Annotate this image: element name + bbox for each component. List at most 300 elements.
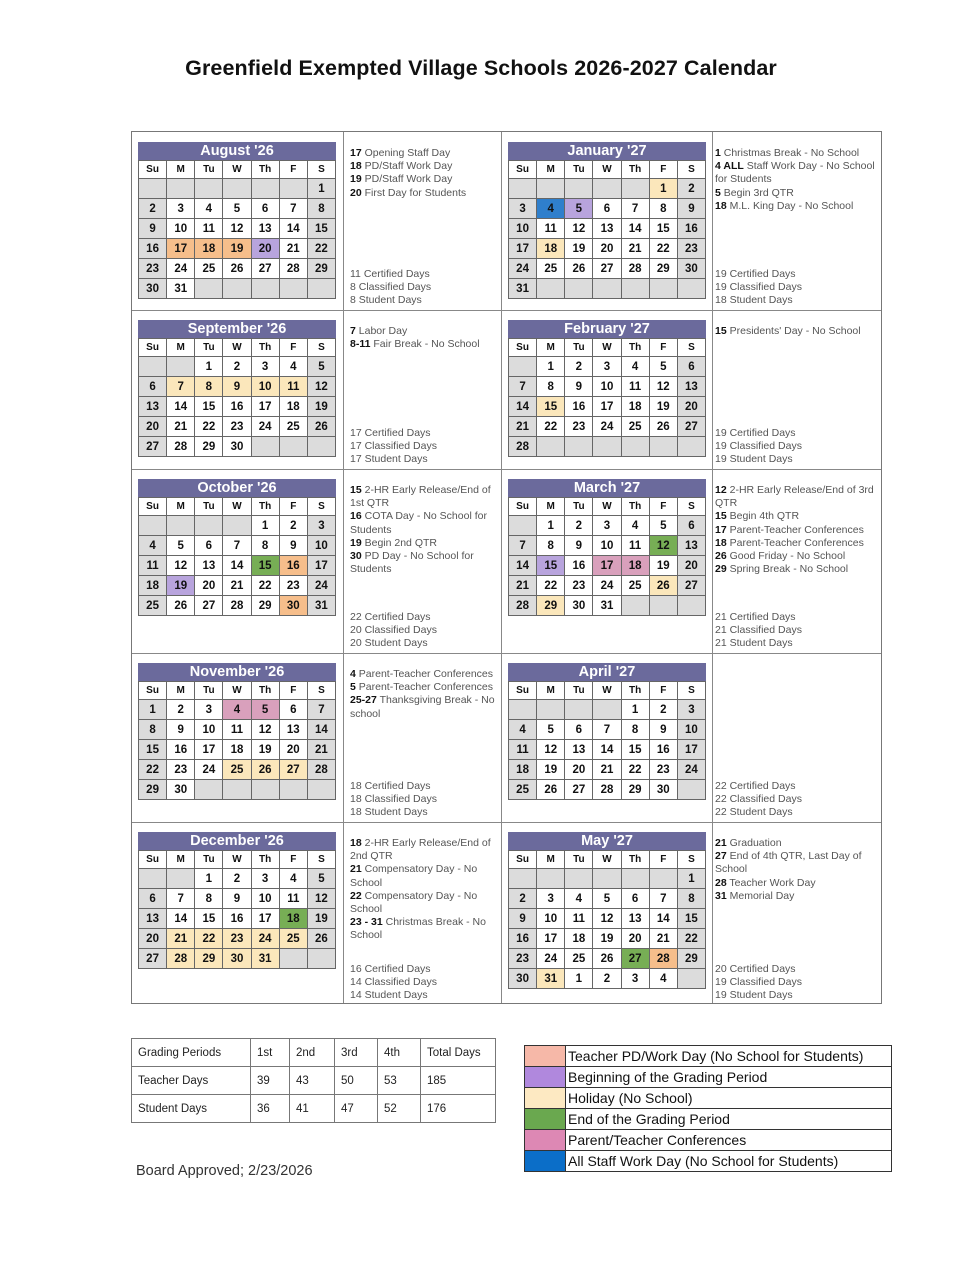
day-cell: 11 bbox=[621, 536, 649, 556]
weekday-header: Su bbox=[509, 851, 537, 869]
day-cell: 2 bbox=[509, 889, 537, 909]
day-cell: 2 bbox=[279, 516, 307, 536]
month-day-totals bbox=[715, 268, 879, 308]
event-description: 2-HR Early Release/End of 3rd QTR bbox=[715, 484, 874, 510]
day-cell: 7 bbox=[167, 889, 195, 909]
event-item bbox=[350, 510, 500, 536]
event-item bbox=[715, 537, 879, 550]
day-cell: 19 bbox=[251, 740, 279, 760]
day-cell: 24 bbox=[307, 576, 335, 596]
day-total: 19 Student Days bbox=[715, 453, 793, 466]
day-cell: 9 bbox=[139, 219, 167, 239]
day-total: 19 Classified Days bbox=[715, 281, 802, 294]
month-day-totals bbox=[715, 611, 879, 651]
day-cell: 14 bbox=[649, 909, 677, 929]
event-description: PD/Staff Work Day bbox=[361, 173, 453, 186]
day-cell: 11 bbox=[139, 556, 167, 576]
day-cell bbox=[279, 949, 307, 969]
day-cell: 23 bbox=[649, 760, 677, 780]
day-cell: 29 bbox=[649, 259, 677, 279]
day-total: 19 Certified Days bbox=[715, 268, 796, 280]
day-cell: 27 bbox=[565, 780, 593, 800]
day-cell: 20 bbox=[677, 397, 705, 417]
day-total: 14 Classified Days bbox=[350, 976, 437, 989]
day-total: 19 Student Days bbox=[715, 989, 793, 1002]
grading-cell: 43 bbox=[290, 1067, 335, 1095]
weekday-header: Tu bbox=[565, 161, 593, 179]
event-description: Parent-Teacher Conferences bbox=[726, 536, 864, 549]
event-description: Christmas Break - No School bbox=[350, 916, 486, 942]
day-cell: 2 bbox=[593, 969, 621, 989]
day-cell: 24 bbox=[509, 259, 537, 279]
legend-item bbox=[525, 1088, 892, 1109]
day-cell: 28 bbox=[167, 949, 195, 969]
grading-header: Grading Periods bbox=[132, 1039, 251, 1067]
event-date: 19 bbox=[350, 536, 362, 549]
weekday-header: W bbox=[223, 161, 251, 179]
day-cell: 18 bbox=[195, 239, 223, 259]
day-cell: 29 bbox=[251, 596, 279, 616]
legend-label: Parent/Teacher Conferences bbox=[566, 1130, 892, 1151]
day-cell bbox=[223, 279, 251, 299]
month-name: November '26 bbox=[138, 663, 336, 681]
day-cell: 4 bbox=[509, 720, 537, 740]
day-cell bbox=[279, 437, 307, 457]
day-cell: 23 bbox=[677, 239, 705, 259]
month-calendar bbox=[508, 663, 706, 800]
day-cell: 6 bbox=[677, 516, 705, 536]
day-cell: 13 bbox=[677, 536, 705, 556]
grading-header: 1st bbox=[251, 1039, 290, 1067]
event-date: 31 bbox=[715, 889, 727, 902]
event-description: 2-HR Early Release/End of 1st QTR bbox=[350, 484, 491, 510]
day-cell: 5 bbox=[251, 700, 279, 720]
day-cell: 19 bbox=[537, 760, 565, 780]
day-cell: 23 bbox=[509, 949, 537, 969]
day-cell bbox=[279, 780, 307, 800]
day-cell: 24 bbox=[677, 760, 705, 780]
event-description: Begin 4th QTR bbox=[726, 510, 800, 523]
day-cell: 24 bbox=[195, 760, 223, 780]
event-description: Begin 3rd QTR bbox=[720, 186, 794, 199]
day-cell: 16 bbox=[139, 239, 167, 259]
day-total: 18 Student Days bbox=[350, 806, 428, 819]
month-grid bbox=[508, 160, 706, 299]
day-cell: 26 bbox=[167, 596, 195, 616]
day-cell: 11 bbox=[223, 720, 251, 740]
month-name: October '26 bbox=[138, 479, 336, 497]
event-item bbox=[350, 890, 500, 916]
grading-header: Total Days bbox=[421, 1039, 496, 1067]
day-cell: 16 bbox=[223, 397, 251, 417]
day-cell: 8 bbox=[677, 889, 705, 909]
day-cell bbox=[565, 179, 593, 199]
day-cell: 7 bbox=[167, 377, 195, 397]
day-cell: 21 bbox=[307, 740, 335, 760]
weekday-header: Su bbox=[139, 339, 167, 357]
day-cell: 1 bbox=[677, 869, 705, 889]
event-date: 12 bbox=[715, 484, 727, 496]
day-cell: 31 bbox=[593, 596, 621, 616]
day-cell: 26 bbox=[223, 259, 251, 279]
day-cell: 25 bbox=[195, 259, 223, 279]
day-cell: 10 bbox=[195, 720, 223, 740]
day-cell: 8 bbox=[649, 199, 677, 219]
day-cell: 12 bbox=[537, 740, 565, 760]
day-cell: 21 bbox=[621, 239, 649, 259]
day-cell: 7 bbox=[307, 700, 335, 720]
day-cell: 31 bbox=[307, 596, 335, 616]
day-cell: 22 bbox=[251, 576, 279, 596]
day-cell: 20 bbox=[621, 929, 649, 949]
event-date: 4 ALL bbox=[715, 160, 744, 173]
weekday-header: S bbox=[677, 682, 705, 700]
day-total: 18 Student Days bbox=[715, 294, 793, 307]
calendar-grid bbox=[131, 131, 882, 1004]
weekday-header: F bbox=[649, 498, 677, 516]
day-cell: 4 bbox=[565, 889, 593, 909]
day-cell: 31 bbox=[167, 279, 195, 299]
month-calendar bbox=[138, 832, 336, 969]
month-calendar bbox=[508, 832, 706, 989]
day-cell: 4 bbox=[139, 536, 167, 556]
event-date: 23 - 31 bbox=[350, 916, 383, 929]
weekday-header: Th bbox=[621, 498, 649, 516]
month-calendar bbox=[508, 479, 706, 616]
event-description: Memorial Day bbox=[726, 889, 795, 902]
day-cell bbox=[537, 700, 565, 720]
grading-cell: 176 bbox=[421, 1095, 496, 1123]
day-cell: 13 bbox=[251, 219, 279, 239]
day-cell: 10 bbox=[593, 536, 621, 556]
event-date: 20 bbox=[350, 186, 362, 199]
month-day-totals bbox=[350, 780, 500, 820]
day-cell: 27 bbox=[677, 576, 705, 596]
month-events bbox=[350, 484, 500, 576]
grid-divider bbox=[501, 132, 502, 1003]
month-day-totals bbox=[350, 611, 500, 651]
day-total: 19 Classified Days bbox=[715, 440, 802, 453]
weekday-header: S bbox=[677, 339, 705, 357]
event-description: COTA Day - No School for Students bbox=[350, 510, 487, 536]
day-cell: 21 bbox=[509, 417, 537, 437]
day-cell bbox=[537, 869, 565, 889]
weekday-header: Tu bbox=[565, 682, 593, 700]
day-cell: 8 bbox=[195, 377, 223, 397]
weekday-header: M bbox=[537, 498, 565, 516]
grading-cell: 185 bbox=[421, 1067, 496, 1095]
day-cell: 3 bbox=[251, 357, 279, 377]
day-cell: 14 bbox=[621, 219, 649, 239]
day-cell: 5 bbox=[537, 720, 565, 740]
day-cell: 7 bbox=[593, 720, 621, 740]
day-cell bbox=[565, 700, 593, 720]
day-cell: 11 bbox=[279, 889, 307, 909]
month-calendar bbox=[138, 663, 336, 800]
day-cell: 21 bbox=[223, 576, 251, 596]
day-cell: 29 bbox=[139, 780, 167, 800]
event-item bbox=[715, 325, 879, 338]
day-cell: 22 bbox=[649, 239, 677, 259]
month-name: August '26 bbox=[138, 142, 336, 160]
day-cell: 10 bbox=[251, 377, 279, 397]
day-cell: 4 bbox=[223, 700, 251, 720]
legend-item bbox=[525, 1130, 892, 1151]
day-cell: 15 bbox=[195, 909, 223, 929]
day-cell: 31 bbox=[509, 279, 537, 299]
weekday-header: M bbox=[167, 161, 195, 179]
day-cell: 7 bbox=[279, 199, 307, 219]
event-date: 15 bbox=[715, 510, 727, 523]
day-cell: 22 bbox=[195, 417, 223, 437]
weekday-header: Su bbox=[509, 339, 537, 357]
day-cell: 9 bbox=[223, 377, 251, 397]
month-calendar bbox=[138, 479, 336, 616]
day-cell: 11 bbox=[621, 377, 649, 397]
day-cell: 3 bbox=[621, 969, 649, 989]
day-cell: 18 bbox=[509, 760, 537, 780]
day-cell: 21 bbox=[593, 760, 621, 780]
day-cell: 28 bbox=[649, 949, 677, 969]
event-date: 25-27 bbox=[350, 694, 377, 707]
month-events bbox=[715, 484, 879, 576]
day-cell: 27 bbox=[251, 259, 279, 279]
day-cell: 16 bbox=[509, 929, 537, 949]
day-cell: 18 bbox=[565, 929, 593, 949]
day-cell: 19 bbox=[167, 576, 195, 596]
weekday-header: W bbox=[593, 339, 621, 357]
event-date: 26 bbox=[715, 550, 727, 563]
weekday-header: F bbox=[649, 851, 677, 869]
event-item bbox=[350, 837, 500, 863]
day-cell: 26 bbox=[649, 417, 677, 437]
day-cell bbox=[565, 279, 593, 299]
month-day-totals bbox=[350, 427, 500, 467]
day-cell: 19 bbox=[593, 929, 621, 949]
event-item bbox=[350, 681, 500, 694]
day-cell: 18 bbox=[223, 740, 251, 760]
event-item bbox=[350, 550, 500, 576]
day-cell: 5 bbox=[593, 889, 621, 909]
day-cell: 20 bbox=[593, 239, 621, 259]
day-cell: 13 bbox=[139, 909, 167, 929]
day-cell: 27 bbox=[677, 417, 705, 437]
day-cell: 10 bbox=[677, 720, 705, 740]
day-cell: 13 bbox=[565, 740, 593, 760]
event-description: Spring Break - No School bbox=[726, 563, 849, 576]
event-date: 5 bbox=[350, 681, 356, 694]
month-day-totals bbox=[715, 963, 879, 1003]
weekday-header: S bbox=[677, 851, 705, 869]
day-cell: 2 bbox=[565, 357, 593, 377]
weekday-header: S bbox=[307, 161, 335, 179]
event-item bbox=[350, 160, 500, 173]
grid-divider bbox=[132, 822, 881, 823]
day-cell: 2 bbox=[565, 516, 593, 536]
weekday-header: S bbox=[307, 682, 335, 700]
event-item bbox=[715, 160, 879, 186]
weekday-header: F bbox=[649, 339, 677, 357]
day-cell: 21 bbox=[649, 929, 677, 949]
day-cell bbox=[677, 437, 705, 457]
day-cell: 12 bbox=[593, 909, 621, 929]
month-events bbox=[715, 147, 879, 213]
day-cell: 4 bbox=[649, 969, 677, 989]
event-description: Compensatory Day - No School bbox=[350, 863, 478, 889]
day-cell: 6 bbox=[593, 199, 621, 219]
day-cell: 26 bbox=[537, 780, 565, 800]
weekday-header: M bbox=[167, 682, 195, 700]
day-cell: 13 bbox=[195, 556, 223, 576]
day-total: 8 Classified Days bbox=[350, 281, 432, 294]
day-cell: 15 bbox=[537, 556, 565, 576]
day-cell: 27 bbox=[195, 596, 223, 616]
day-cell: 6 bbox=[565, 720, 593, 740]
weekday-header: Th bbox=[621, 682, 649, 700]
day-cell: 1 bbox=[139, 700, 167, 720]
day-cell: 8 bbox=[307, 199, 335, 219]
day-cell: 26 bbox=[565, 259, 593, 279]
weekday-header: Su bbox=[139, 498, 167, 516]
day-cell: 14 bbox=[593, 740, 621, 760]
day-cell bbox=[167, 869, 195, 889]
day-total: 19 Certified Days bbox=[715, 427, 796, 439]
day-cell bbox=[677, 596, 705, 616]
day-cell: 17 bbox=[167, 239, 195, 259]
day-total: 20 Classified Days bbox=[350, 624, 437, 637]
day-cell: 4 bbox=[621, 357, 649, 377]
legend-item bbox=[525, 1109, 892, 1130]
day-cell: 27 bbox=[139, 949, 167, 969]
event-item bbox=[715, 187, 879, 200]
day-cell bbox=[649, 596, 677, 616]
day-cell: 15 bbox=[139, 740, 167, 760]
legend-label: End of the Grading Period bbox=[566, 1109, 892, 1130]
day-cell bbox=[279, 279, 307, 299]
day-cell: 20 bbox=[677, 556, 705, 576]
day-cell: 14 bbox=[167, 909, 195, 929]
day-total: 18 Classified Days bbox=[350, 793, 437, 806]
day-cell: 3 bbox=[593, 516, 621, 536]
day-total: 16 Certified Days bbox=[350, 963, 431, 975]
day-cell bbox=[537, 179, 565, 199]
day-cell: 22 bbox=[537, 576, 565, 596]
day-cell: 12 bbox=[307, 377, 335, 397]
day-cell bbox=[195, 780, 223, 800]
day-cell: 5 bbox=[565, 199, 593, 219]
day-cell: 13 bbox=[279, 720, 307, 740]
day-cell: 4 bbox=[279, 357, 307, 377]
weekday-header: Tu bbox=[565, 498, 593, 516]
weekday-header: S bbox=[307, 851, 335, 869]
day-cell bbox=[251, 780, 279, 800]
day-cell: 29 bbox=[537, 596, 565, 616]
day-cell bbox=[593, 869, 621, 889]
weekday-header: Su bbox=[139, 851, 167, 869]
day-cell: 12 bbox=[167, 556, 195, 576]
grading-header: 4th bbox=[378, 1039, 421, 1067]
day-cell bbox=[223, 780, 251, 800]
day-cell: 6 bbox=[677, 357, 705, 377]
day-cell bbox=[621, 179, 649, 199]
day-cell: 30 bbox=[565, 596, 593, 616]
day-cell: 20 bbox=[139, 929, 167, 949]
event-description: Good Friday - No School bbox=[726, 550, 846, 563]
legend-item bbox=[525, 1067, 892, 1088]
day-cell bbox=[307, 437, 335, 457]
day-cell: 6 bbox=[195, 536, 223, 556]
event-description: Staff Work Day - No School for Students bbox=[715, 160, 875, 186]
day-cell: 15 bbox=[621, 740, 649, 760]
month-calendar bbox=[138, 142, 336, 299]
day-cell bbox=[509, 869, 537, 889]
day-cell: 7 bbox=[223, 536, 251, 556]
day-cell: 19 bbox=[649, 397, 677, 417]
weekday-header: W bbox=[223, 682, 251, 700]
day-cell: 20 bbox=[139, 417, 167, 437]
day-cell: 21 bbox=[167, 929, 195, 949]
day-cell: 14 bbox=[307, 720, 335, 740]
day-cell: 25 bbox=[537, 259, 565, 279]
day-cell: 20 bbox=[195, 576, 223, 596]
day-cell: 7 bbox=[649, 889, 677, 909]
weekday-header: Th bbox=[251, 498, 279, 516]
event-date: 5 bbox=[715, 186, 721, 199]
day-cell: 26 bbox=[307, 417, 335, 437]
day-cell: 15 bbox=[537, 397, 565, 417]
month-name: February '27 bbox=[508, 320, 706, 338]
month-calendar bbox=[138, 320, 336, 457]
day-cell: 12 bbox=[649, 377, 677, 397]
day-cell bbox=[195, 279, 223, 299]
event-description: Fair Break - No School bbox=[370, 338, 480, 351]
weekday-header: M bbox=[167, 851, 195, 869]
day-cell: 1 bbox=[565, 969, 593, 989]
day-total: 8 Student Days bbox=[350, 294, 422, 307]
day-cell: 3 bbox=[509, 199, 537, 219]
event-item bbox=[715, 563, 879, 576]
day-cell: 4 bbox=[537, 199, 565, 219]
day-cell: 31 bbox=[251, 949, 279, 969]
event-item bbox=[715, 850, 879, 876]
day-cell: 2 bbox=[677, 179, 705, 199]
day-total: 21 Certified Days bbox=[715, 611, 796, 623]
day-cell: 3 bbox=[593, 357, 621, 377]
event-item bbox=[350, 187, 500, 200]
day-cell: 8 bbox=[537, 536, 565, 556]
event-description: Opening Staff Day bbox=[361, 147, 451, 159]
day-cell: 8 bbox=[195, 889, 223, 909]
day-total: 17 Student Days bbox=[350, 453, 428, 466]
day-cell: 25 bbox=[223, 760, 251, 780]
day-cell bbox=[195, 179, 223, 199]
month-grid bbox=[508, 681, 706, 800]
day-cell: 29 bbox=[677, 949, 705, 969]
event-description: Parent-Teacher Conferences bbox=[355, 681, 493, 694]
day-cell bbox=[593, 179, 621, 199]
day-cell: 7 bbox=[509, 536, 537, 556]
event-date: 1 bbox=[715, 147, 721, 159]
day-cell: 9 bbox=[565, 377, 593, 397]
event-date: 4 bbox=[350, 668, 356, 680]
day-cell: 24 bbox=[251, 929, 279, 949]
day-cell: 5 bbox=[307, 357, 335, 377]
event-item bbox=[715, 510, 879, 523]
day-cell: 2 bbox=[649, 700, 677, 720]
event-date: 8-11 bbox=[350, 338, 371, 351]
day-cell: 12 bbox=[223, 219, 251, 239]
day-cell: 9 bbox=[279, 536, 307, 556]
